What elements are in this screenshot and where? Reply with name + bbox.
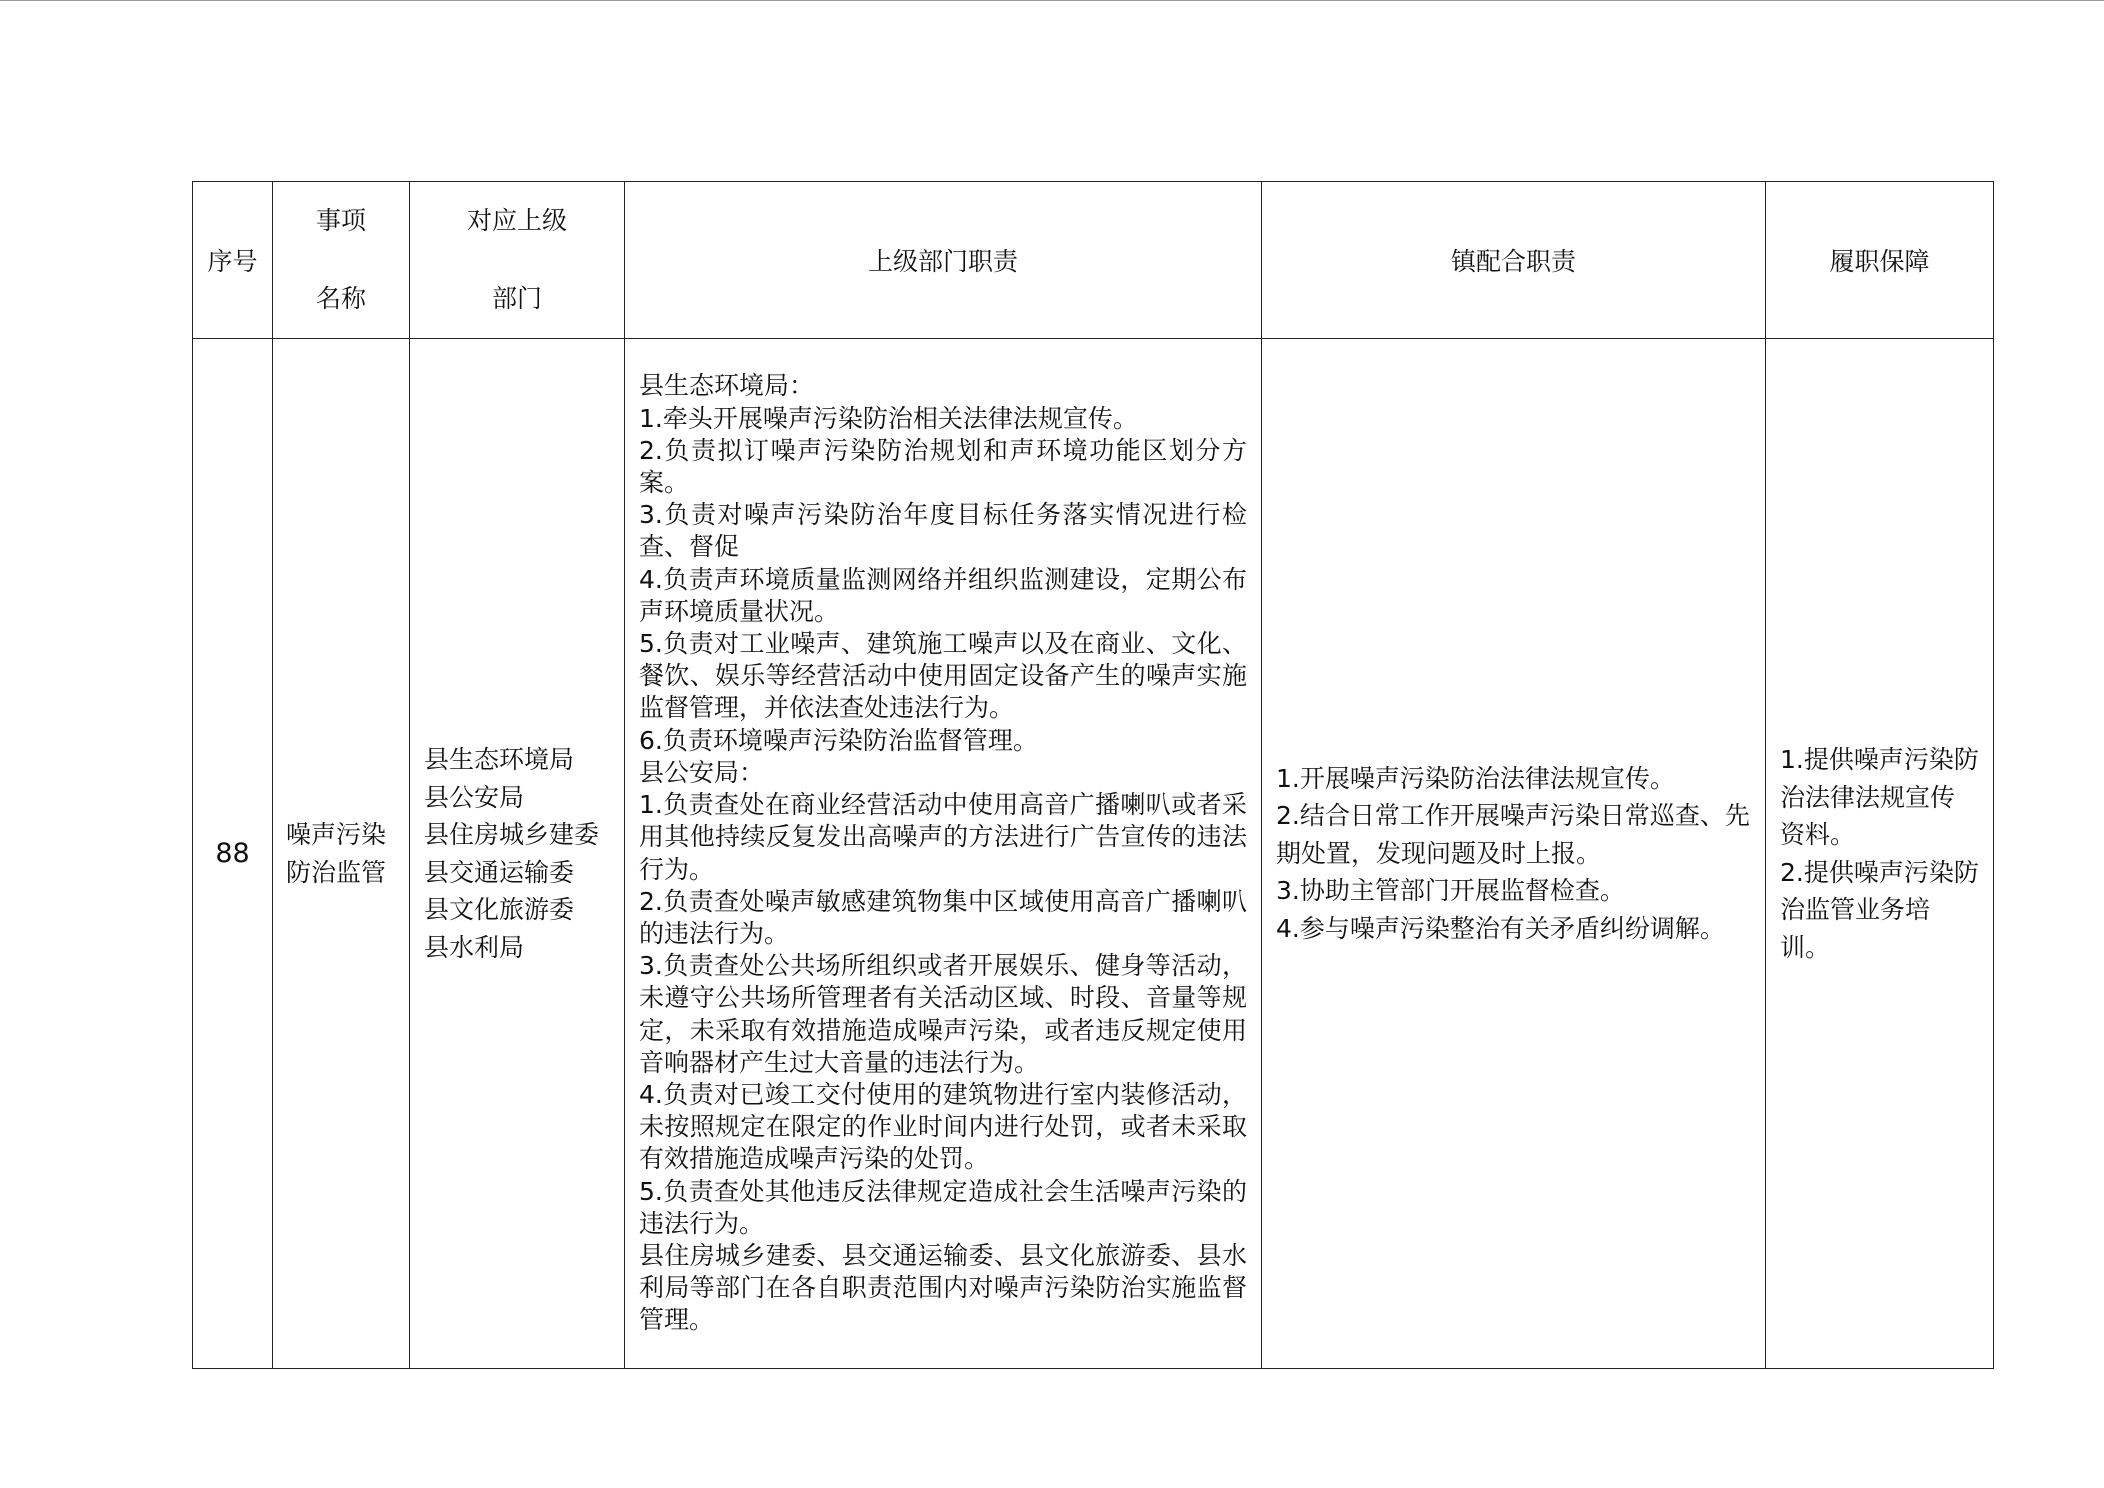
header-item-name-line: 名称 <box>315 284 366 313</box>
upper-duty-line: 4.负责声环境质量监测网络并组织监测建设，定期公布声环境质量状况。 <box>639 564 1247 626</box>
upper-dept-line: 县住房城乡建委 <box>424 820 600 849</box>
header-row <box>193 182 1994 339</box>
page-top-rule <box>0 0 2104 1</box>
cell-upper-duty <box>625 339 1262 1369</box>
header-upper-dept <box>410 182 625 339</box>
upper-duty-line: 3.负责查处公共场所组织或者开展娱乐、健身等活动，未遵守公共场所管理者有关活动区域、时段、音量等规定，未采取有效措施造成噪声污染，或者违反规定使用音响器材产生过大音量的违法行为。 <box>639 951 1247 1077</box>
table-row <box>193 339 1994 1369</box>
header-upper-dept-line: 部门 <box>491 284 542 313</box>
header-guarantee: 履职保障 <box>1766 182 1994 339</box>
upper-duty-line: 2.负责查处噪声敏感建筑物集中区域使用高音广播喇叭的违法行为。 <box>639 886 1247 948</box>
town-duty-line: 4.参与噪声污染整治有关矛盾纠纷调解。 <box>1276 913 1725 943</box>
upper-duty-line: 县公安局： <box>639 757 765 787</box>
upper-duty-line: 1.牵头开展噪声污染防治相关法律法规宣传。 <box>639 403 1138 433</box>
cell-town-duty <box>1262 339 1766 1369</box>
cell-seq: 88 <box>193 339 273 1369</box>
upper-duty-line: 5.负责对工业噪声、建筑施工噪声以及在商业、文化、餐饮、娱乐等经营活动中使用固定设备产生的噪声实施监督管理，并依法查处违法行为。 <box>639 629 1247 723</box>
cell-upper-dept <box>410 339 625 1369</box>
upper-duty-line: 3.负责对噪声污染防治年度目标任务落实情况进行检查、督促 <box>639 500 1247 562</box>
upper-duty-line: 县住房城乡建委、县交通运输委、县文化旅游委、县水利局等部门在各自职责范围内对噪声污染防治实施监督管理。 <box>639 1240 1247 1335</box>
upper-dept-line: 县文化旅游委 <box>424 895 575 924</box>
header-item-name <box>273 182 410 339</box>
cell-item-name <box>273 339 410 1369</box>
town-duty-line: 2.结合日常工作开展噪声污染日常巡查、先期处置，发现问题及时上报。 <box>1276 801 1750 868</box>
header-upper-dept-line: 对应上级 <box>466 206 567 235</box>
duty-table <box>192 181 1994 1369</box>
upper-duty-line: 1.负责查处在商业经营活动中使用高音广播喇叭或者采用其他持续反复发出高噪声的方法进行广告宣传的违法行为。 <box>639 790 1247 884</box>
header-seq: 序号 <box>193 182 273 339</box>
item-name-line: 防治监管 <box>286 857 387 887</box>
header-item-name-line: 事项 <box>315 206 366 235</box>
upper-duty-line: 4.负责对已竣工交付使用的建筑物进行室内装修活动，未按照规定在限定的作业时间内进行处罚，或者未采取有效措施造成噪声污染的处罚。 <box>639 1079 1247 1174</box>
header-town-duty: 镇配合职责 <box>1262 182 1766 339</box>
upper-duty-line: 2.负责拟订噪声污染防治规划和声环境功能区划分方案。 <box>639 435 1247 498</box>
upper-duty-line: 6.负责环境噪声污染防治监督管理。 <box>639 725 1038 755</box>
upper-dept-line: 县水利局 <box>424 932 525 962</box>
guarantee-line: 2.提供噪声污染防治监管业务培训。 <box>1780 857 1979 962</box>
upper-duty-line: 县生态环境局： <box>639 371 815 401</box>
upper-dept-line: 县公安局 <box>424 782 525 812</box>
upper-duty-line: 5.负责查处其他违反法律规定造成社会生活噪声污染的违法行为。 <box>639 1176 1247 1238</box>
guarantee-line: 1.提供噪声污染防治法律法规宣传资料。 <box>1780 745 1979 849</box>
upper-dept-line: 县生态环境局 <box>424 745 575 774</box>
town-duty-line: 1.开展噪声污染防治法律法规宣传。 <box>1276 763 1675 793</box>
cell-guarantee <box>1766 339 1994 1369</box>
town-duty-line: 3.协助主管部门开展监督检查。 <box>1276 876 1625 906</box>
item-name-line: 噪声污染 <box>286 820 387 849</box>
header-upper-duty: 上级部门职责 <box>625 182 1262 339</box>
upper-dept-line: 县交通运输委 <box>424 857 575 887</box>
